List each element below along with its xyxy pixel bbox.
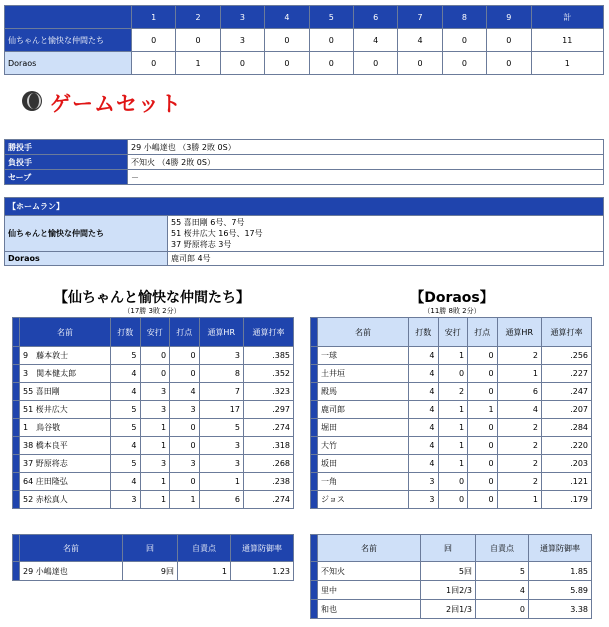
table-edge [13,437,20,455]
stat-cell: 1 [170,491,200,509]
stat-cell: 7 [199,383,243,401]
stat-cell: 3 [409,491,439,509]
stat-cell: 1 [438,347,468,365]
player-name: 一角 [318,473,409,491]
batting-row [13,437,294,455]
batting-row [311,437,592,455]
batting-row [13,383,294,401]
stat-cell: 3 [170,455,200,473]
left-batting-table [12,317,294,509]
right-team-heading: 【Doraos】 [410,290,494,306]
stat-cell: .247 [541,383,591,401]
batting-header-row [13,318,294,347]
table-edge [13,473,20,491]
col-rbi: 打点 [468,318,498,347]
inning-header: 1 [132,6,176,29]
player-name: 37 野原将志 [20,455,111,473]
player-name: 52 赤松真人 [20,491,111,509]
inning-score: 0 [265,29,309,52]
save-pitcher-label: セーブ [5,170,128,185]
baseball-icon [22,91,42,111]
stat-cell: 0 [468,455,498,473]
player-name: 9 藤本敦士 [20,347,111,365]
table-edge [13,419,20,437]
stat-cell: 0 [438,473,468,491]
col-hits: 安打 [140,318,170,347]
stat-cell: 3 [140,455,170,473]
col-innings: 回 [123,535,178,562]
stat-cell: .179 [541,491,591,509]
table-edge [13,318,20,347]
stat-cell: .238 [243,473,293,491]
total-header: 計 [531,6,603,29]
col-name: 名前 [318,535,421,562]
player-name: 一球 [318,347,409,365]
homerun-table [4,197,604,266]
table-edge [311,600,318,619]
stat-cell: 0 [170,347,200,365]
stat-cell: 4 [111,365,141,383]
stat-cell: 3 [199,455,243,473]
inning-header: 2 [176,6,220,29]
homerun-entry: 37 野原将志 3号 [171,240,232,249]
stat-cell: 1 [140,437,170,455]
table-edge [13,562,20,581]
col-total-avg: 通算打率 [541,318,591,347]
right-pitching-table [310,534,592,619]
stat-cell: .227 [541,365,591,383]
player-name: 55 喜田剛 [20,383,111,401]
stat-cell: 5 [199,419,243,437]
stat-cell: 3 [111,491,141,509]
batting-row [311,473,592,491]
stat-cell: 0 [170,473,200,491]
stat-cell: .323 [243,383,293,401]
inning-header: 7 [398,6,442,29]
stat-cell: .203 [541,455,591,473]
player-name: 里中 [318,581,421,600]
win-pitcher-label: 勝投手 [5,140,128,155]
stat-cell: 4 [409,419,439,437]
right-batting-table [310,317,592,509]
table-edge [13,365,20,383]
stat-cell: .385 [243,347,293,365]
stat-cell: 4 [409,383,439,401]
stat-cell: .297 [243,401,293,419]
table-edge [13,535,20,562]
homerun-team: 仙ちゃんと愉快な仲間たち [5,216,168,252]
homerun-row [5,252,604,266]
stat-cell: 5回 [421,562,476,581]
stat-cell: 4 [497,401,541,419]
stat-cell: .220 [541,437,591,455]
player-name: 38 橋本良平 [20,437,111,455]
col-rbi: 打点 [170,318,200,347]
stat-cell: 4 [476,581,529,600]
stat-cell: 6 [497,383,541,401]
player-name: 51 桜井広大 [20,401,111,419]
stat-cell: .207 [541,401,591,419]
player-name: 堀田 [318,419,409,437]
stat-cell: 1 [199,473,243,491]
pitching-row [311,600,592,619]
col-name: 名前 [20,535,123,562]
inning-score: 0 [487,52,531,75]
stat-cell: .318 [243,437,293,455]
stat-cell: 2回1/3 [421,600,476,619]
stat-cell: 1.85 [529,562,592,581]
left-team-heading: 【仙ちゃんと愉快な仲間たち】 [54,290,250,306]
team-name: 仙ちゃんと愉快な仲間たち [5,29,132,52]
game-set-text: ゲームセット [50,92,182,116]
stat-cell: 3 [409,473,439,491]
homerun-entry: 55 喜田剛 6号、7号 [171,218,245,227]
inning-score: 0 [442,29,486,52]
batting-row [13,473,294,491]
stat-cell: 2 [497,419,541,437]
stat-cell: .274 [243,491,293,509]
stat-cell: 0 [468,419,498,437]
table-edge [311,455,318,473]
homerun-heading: 【ホームラン】 [5,198,604,216]
player-name: 和也 [318,600,421,619]
scoreboard-corner [5,6,132,29]
stat-cell: 0 [468,437,498,455]
player-name: 土井垣 [318,365,409,383]
pitching-row [311,581,592,600]
stat-cell: 1.23 [231,562,294,581]
col-era: 通算防御率 [231,535,294,562]
inning-header: 6 [353,6,397,29]
table-edge [13,401,20,419]
col-earned-runs: 自責点 [476,535,529,562]
homerun-list [168,252,604,266]
lose-pitcher-value: 不知火 （4勝 2敗 0S） [128,155,604,170]
stat-cell: 4 [170,383,200,401]
stat-cell: 0 [468,491,498,509]
stat-cell: 2 [497,473,541,491]
col-innings: 回 [421,535,476,562]
table-edge [13,383,20,401]
player-name: 3 関本健太郎 [20,365,111,383]
player-name: 殿馬 [318,383,409,401]
stat-cell: 0 [140,365,170,383]
col-hits: 安打 [438,318,468,347]
col-at-bats: 打数 [111,318,141,347]
table-edge [311,318,318,347]
stat-cell: 1 [140,419,170,437]
batting-row [13,401,294,419]
col-at-bats: 打数 [409,318,439,347]
inning-header: 9 [487,6,531,29]
col-name: 名前 [20,318,111,347]
table-edge [311,383,318,401]
stat-cell: .256 [541,347,591,365]
stat-cell: 1 [438,455,468,473]
stat-cell: 0 [468,365,498,383]
player-name: 坂田 [318,455,409,473]
col-earned-runs: 自責点 [178,535,231,562]
stat-cell: 5 [111,455,141,473]
stat-cell: 5 [111,419,141,437]
stat-cell: 4 [409,401,439,419]
pitching-header-row [311,535,592,562]
stat-cell: 2 [438,383,468,401]
inning-header: 8 [442,6,486,29]
inning-score: 0 [176,29,220,52]
inning-score: 0 [487,29,531,52]
homerun-list [168,216,604,252]
scoreboard-row [5,29,604,52]
batting-row [13,365,294,383]
stat-cell: 4 [409,347,439,365]
save-pitcher-value: － [128,170,604,185]
pitching-row [13,562,294,581]
table-edge [311,581,318,600]
stat-cell: 2 [497,347,541,365]
player-name: 鹿司郎 [318,401,409,419]
stat-cell: 5 [111,401,141,419]
table-edge [311,365,318,383]
stat-cell: 3 [170,401,200,419]
stat-cell: 0 [438,365,468,383]
player-name: 29 小嶋達也 [20,562,123,581]
batting-header-row [311,318,592,347]
batting-row [311,383,592,401]
inning-score: 3 [220,29,264,52]
inning-header: 3 [220,6,264,29]
inning-header: 5 [309,6,353,29]
stat-cell: 6 [199,491,243,509]
stat-cell: .284 [541,419,591,437]
stat-cell: 1 [438,401,468,419]
inning-header: 4 [265,6,309,29]
stat-cell: 0 [438,491,468,509]
stat-cell: 0 [476,600,529,619]
stat-cell: 1 [497,365,541,383]
stat-cell: 0 [170,419,200,437]
stat-cell: 0 [468,347,498,365]
inning-score: 4 [398,29,442,52]
stat-cell: .274 [243,419,293,437]
inning-score: 0 [309,29,353,52]
stat-cell: 2 [497,437,541,455]
lose-pitcher-row [5,155,604,170]
stat-cell: 5.89 [529,581,592,600]
stat-cell: 2 [497,455,541,473]
stat-cell: 1 [497,491,541,509]
table-edge [311,437,318,455]
stat-cell: 0 [468,383,498,401]
inning-score: 0 [220,52,264,75]
right-team-record: （11勝 8敗 2分） [423,307,481,315]
col-era: 通算防御率 [529,535,592,562]
stat-cell: 1 [438,419,468,437]
player-name: ジョス [318,491,409,509]
stat-cell: 1 [140,491,170,509]
table-edge [311,491,318,509]
inning-score: 0 [132,29,176,52]
inning-score: 0 [442,52,486,75]
stat-cell: 1 [178,562,231,581]
stat-cell: 1 [140,473,170,491]
stat-cell: 3 [199,347,243,365]
stat-cell: 4 [111,383,141,401]
batting-row [13,419,294,437]
table-edge [13,455,20,473]
table-edge [311,473,318,491]
inning-score: 0 [132,52,176,75]
stat-cell: 0 [468,473,498,491]
batting-row [311,419,592,437]
col-total-avg: 通算打率 [243,318,293,347]
batting-row [311,347,592,365]
inning-score: 0 [309,52,353,75]
stat-cell: 4 [409,437,439,455]
batting-row [13,491,294,509]
win-pitcher-row [5,140,604,155]
homerun-entry: 51 桜井広大 16号、17号 [171,229,263,238]
stat-cell: 5 [476,562,529,581]
homerun-entry: 鹿司郎 4号 [171,254,211,263]
left-pitching-table [12,534,294,581]
pitching-row [311,562,592,581]
stat-cell: 3 [140,383,170,401]
inning-score: 0 [265,52,309,75]
scoreboard [4,5,604,75]
table-edge [13,491,20,509]
save-pitcher-row [5,170,604,185]
player-name: 不知火 [318,562,421,581]
stat-cell: .121 [541,473,591,491]
stat-cell: 3 [140,401,170,419]
total-score: 1 [531,52,603,75]
table-edge [311,419,318,437]
pitcher-results [4,139,604,185]
stat-cell: 4 [409,455,439,473]
stat-cell: .352 [243,365,293,383]
stat-cell: 17 [199,401,243,419]
stat-cell: 4 [111,473,141,491]
stat-cell: 0 [170,365,200,383]
stat-cell: 3.38 [529,600,592,619]
lose-pitcher-label: 負投手 [5,155,128,170]
stat-cell: 4 [409,365,439,383]
batting-row [13,455,294,473]
batting-row [13,347,294,365]
stat-cell: .268 [243,455,293,473]
player-name: 大竹 [318,437,409,455]
stat-cell: 1回2/3 [421,581,476,600]
batting-row [311,491,592,509]
stat-cell: 3 [199,437,243,455]
inning-score: 1 [176,52,220,75]
pitching-header-row [13,535,294,562]
stat-cell: 5 [111,347,141,365]
player-name: 1 鳥谷敬 [20,419,111,437]
inning-score: 0 [398,52,442,75]
player-name: 64 庄田隆弘 [20,473,111,491]
batting-row [311,365,592,383]
scoreboard-row [5,52,604,75]
batting-row [311,455,592,473]
stat-cell: 9回 [123,562,178,581]
col-total-hr: 通算HR [199,318,243,347]
win-pitcher-value: 29 小嶋達也 （3勝 2敗 0S） [128,140,604,155]
inning-score: 4 [353,29,397,52]
stat-cell: 0 [140,347,170,365]
scoreboard-header-row [5,6,604,29]
stat-cell: 8 [199,365,243,383]
stat-cell: 1 [468,401,498,419]
col-total-hr: 通算HR [497,318,541,347]
stat-cell: 1 [438,437,468,455]
table-edge [311,401,318,419]
table-edge [311,562,318,581]
stat-cell: 4 [111,437,141,455]
left-team-record: （17勝 3敗 2分） [123,307,181,315]
col-name: 名前 [318,318,409,347]
batting-row [311,401,592,419]
inning-score: 0 [353,52,397,75]
team-name: Doraos [5,52,132,75]
homerun-team: Doraos [5,252,168,266]
table-edge [311,347,318,365]
total-score: 11 [531,29,603,52]
table-edge [13,347,20,365]
table-edge [311,535,318,562]
stat-cell: 0 [170,437,200,455]
homerun-row [5,216,604,252]
